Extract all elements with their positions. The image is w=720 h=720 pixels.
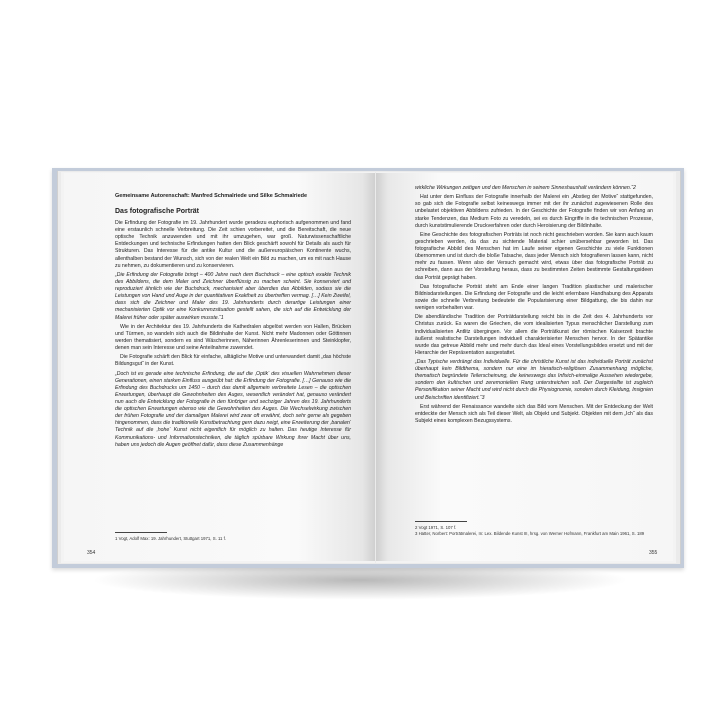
- paragraph: Wie in der Architektur des 19. Jahrhunderts die Kathedralen abgelöst werden von Hallen, Brücken und Türmen, so wandeln sich auch die Bildinhalte der Kunst. Nicht mehr Madonnen oder Göttinnen werden thematisiert, sondern es sind Wäscherinnen, Näherinnen Ährenleserinnen und Steinklopfer, denen man sein Interesse und seine Anteilnahme zuwendet.: [115, 323, 351, 352]
- left-page: [64, 173, 375, 561]
- left-footnote-list: [115, 536, 351, 542]
- paragraph: Die abendländische Tradition der Porträtdarstellung reicht bis in die Zeit des 4. Jahrhunderts vor Christus zurück. Es waren die Griechen, die vom idealisierten Typus menschlicher Darstellung zum individualisierten Antlitz übergingen. Vor allem die Porträtkunst der römischen Kaiserzeit brachte äußerst realistische Darstellungen individuell charakterisierter Menschen hervor. In der Spätantike wurde das getreue Abbild mehr und mehr durch das Ideal eines Vorstellungsbildes ersetzt und mit der Hierarchie der Repräsentation ausgestattet.: [415, 314, 653, 356]
- right-body-text: [415, 185, 653, 425]
- right-page: [376, 173, 673, 561]
- running-header: Gemeinsame Autorenschaft: Manfred Schmalriede und Silke Schmalriede: [115, 193, 308, 199]
- block-quote: „Das Typische verdrängt das Individuelle. Für die christliche Kunst ist das individuelle Porträt zunächst überhaupt kein Bildthema, sondern nur eine im hieratisch-religiösen Zusammenhang mögliche, thematisch begründete Teilerscheinung, die keineswegs das Infixich-einmalige Aussehen wiedergebe, sondern den kultischen und zeremoniellen Rang unterstreichen soll. Der Dargestellte ist zugleich Personifikation seiner Macht und wird nicht durch die Physiognomie, sondern durch Kleidung, Insignien und Beischriften identifiziert.“3: [415, 359, 653, 401]
- left-body-text: [115, 220, 351, 449]
- footnote: 2 Vogt 1971, S. 107 f.: [415, 525, 457, 530]
- left-text-column: [115, 193, 351, 451]
- paragraph: Erst während der Renaissance wandelte sich das Bild vom Menschen. Mit der Entdeckung der Welt entdeckte der Mensch sich als Teil dieser Welt, als Objekt und Subjekt. Objekten mit dem „Ich“ als das Subjekt eines komplexen Bezugssystems.: [415, 403, 653, 425]
- footnote: 3 Hatter, Norbert: Porträtmalerei, In: Lex. Bildende Kunst III, hrsg. von Werner Hofmann, Frankfurt am Main 1961, S. 189: [415, 530, 645, 536]
- paragraph: Hat unter dem Einfluss der Fotografie innerhalb der Malerei ein „Abstieg der Motive“ stattgefunden, so gab sich die Fotografie selbst keineswegs immer mit der ihr zunächst zugewiesenen Rolle des unbelastet objektiven Abbildens zufrieden. In der Geschichte der Fotografie finden wir von Anfang an starke Tendenzen, das Medium Foto zu veredeln, sei es durch Eingriffe in die technischen Prozesse, durch kunststimulierende Druckverfahren oder durch Heroisierung der Bildinhalte.: [415, 194, 653, 229]
- paragraph: Eine Geschichte des fotografischen Porträts ist noch nicht geschrieben worden. Sie kann auch kaum geschrieben werden, da das zu sichtende Material schier unübersehbar geworden ist. Das fotografische Abbild des Menschen hat im Laufe seiner eigenen Geschichte zu viele Funktionen übernommen und ist durch die bloße Tatsache, dass jeder Mensch sich fotografieren lassen kann, nicht mehr zu fassen. Wenn also der Versuch gemacht wird, etwas über das fotografische Porträt zu schreiben, dann aus der Vorstellung heraus, dass zu bestimmten Zeiten bestimmte Gestaltungsideen das Porträt geprägt haben.: [415, 231, 653, 281]
- footnote-rule: [115, 532, 167, 533]
- block-quote: wirkliche Wirkungen zeitigen und den Menschen in seinem Sinneshaushalt verändern können.“2: [415, 185, 636, 191]
- footnote-rule: [415, 521, 467, 522]
- right-footnote-list: [415, 525, 653, 536]
- footnote: 1 Vogt, Adolf Max: 19. Jahrhundert, Stuttgart 1971, S. 11 f.: [115, 536, 226, 541]
- right-footnotes: [415, 517, 653, 536]
- left-footnotes: [115, 528, 351, 542]
- paragraph: Die Erfindung der Fotografie im 19. Jahrhundert wurde geradezu euphorisch aufgenommen und fand eine erstaunlich schnelle Verbreitung. Die Zeit schien vorbereitet, und die Bereitschaft, die neue optische Technik anzuwenden und mit ihr umzugehen, war groß. Naturwissenschaftliche Entdeckungen und technische Erfindungen hatten den Blick geschärft sowohl für Details als auch für Strukturen. Das Interesse für die antike Kultur und die außereuropäischen Kontinente wuchs, allenthalben bestand der Wunsch, sich von der realen Welt ein Bild zu machen, um es mit nach Hause zu nehmen, zu dokumentieren und zu konservieren.: [115, 220, 351, 269]
- block-quote: „Doch ist es gerade eine technische Erfindung, die auf die ‚Optik‘ des visuellen Wahrnehmen dieser Generationen, einen starken Einfluss ausgeübt hat: die Erfindung der Fotografie. […] Genauso wie die Erfindung des Buchdrucks um 1450 – durch das damit allgemein verbreitete Lesen – die optischen Erwartungen, überhaupt die Gewohnheiten des Auges, wesentlich verändert hat, genauso verändert nun auch die Entwicklung der Fotografie in den fünfziger und sechziger Jahren des 19. Jahrhunderts die optischen Erwartungen ebenso wie die Gewohnheiten des Auges. Die Wechselwirkung zwischen der frühen Fotografie und der damaligen Malerei wird zwar oft erwähnt, doch sehr gerne als gegeben hingenommen, dass die traditionelle Kunstbetrachtung gern dazu neigt, eine Erweiterung der ‚banalen‘ Technik auf die ‚hohe‘ Kunst nicht eigentlich für möglich zu halten. Das heutige Interesse für Kommunikations- und Informationstechniken, die täglich spürbare Wirkung ihrer Macht über uns, haben uns jedoch die Augen geöffnet dafür, dass diese Zusammenhänge: [115, 370, 351, 448]
- right-text-column: [415, 185, 653, 427]
- page-number-right: 355: [649, 550, 658, 556]
- paragraph: Das fotografische Porträt steht am Ende einer langen Tradition plastischer und malerischer Bildnisdarstellungen. Die Erfindung der Fotografie und die leicht erlernbare Handhabung des Apparats sowie die schnelle Verbreitung bedeutete die Popularisierung einer Bildgattung, die bis dahin nur wenigen vorbehalten war.: [415, 283, 653, 312]
- page-number-left: 354: [87, 550, 96, 556]
- section-heading: Das fotografische Porträt: [115, 208, 200, 216]
- block-quote: „Die Erfindung der Fotografie bringt – 400 Jahre nach dem Buchdruck – eine optisch exakte Technik des Abbildens, die dem Maler und Zeichner überflüssig zu machen scheint. Sie konserviert und reproduziert ähnlich wie der Buchdruck, mechanisiert aber überdies das Abbilden, sodass sie die Leistungen von Hand und Auge in der quantitativen Exaktheit zu übertreffen vermag. […] Kein Zweifel, dass sich die Zeichner und Maler des 19. Jahrhunderts durch derartige Leistungen einer mechanisierten Optik vor eine Konkurrenzsituation gestellt sahen, die sich auf die Entwicklung der Malerei früher oder später auswirken musste.“1: [115, 271, 351, 321]
- paragraph: Die Fotografie schärft den Blick für einfache, alltägliche Motive und unterwandert damit „das höchste Bildungsgut“ in der Kunst.: [115, 354, 351, 368]
